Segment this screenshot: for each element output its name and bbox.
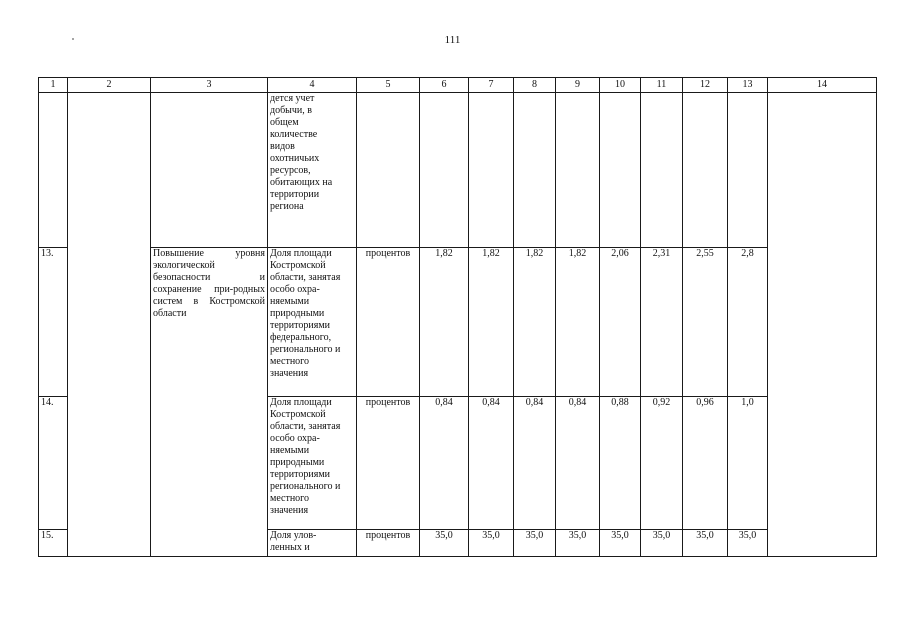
cell-goal: Повышение уровня экологической безопасности и сохранение при-родных систем в Костромской области <box>151 248 268 557</box>
indicators-table <box>38 77 877 557</box>
cell-value: 0,84 <box>556 397 600 530</box>
cell-value <box>683 93 728 248</box>
cell-value: 35,0 <box>469 530 514 557</box>
cell-value: 2,31 <box>641 248 683 397</box>
cell-goal <box>151 93 268 248</box>
cell-col-2 <box>68 93 151 557</box>
header-col-4: 4 <box>268 78 357 93</box>
header-col-2: 2 <box>68 78 151 93</box>
cell-value: 35,0 <box>600 530 641 557</box>
cell-value: 0,92 <box>641 397 683 530</box>
cell-value: 1,82 <box>556 248 600 397</box>
header-col-9: 9 <box>556 78 600 93</box>
cell-value: 35,0 <box>683 530 728 557</box>
cell-value <box>514 93 556 248</box>
cell-value: 2,06 <box>600 248 641 397</box>
header-col-13: 13 <box>728 78 768 93</box>
header-col-14: 14 <box>768 78 877 93</box>
table-row <box>39 248 877 397</box>
header-col-7: 7 <box>469 78 514 93</box>
cell-value: 35,0 <box>556 530 600 557</box>
cell-indicator: Доля улов- ленных и <box>268 530 357 557</box>
header-col-8: 8 <box>514 78 556 93</box>
cell-indicator: Доля площади Костромской области, занятая особо охра- няемыми природными территориями федерального, регионального и местного значения <box>268 248 357 397</box>
cell-number <box>39 93 68 248</box>
cell-value: 2,55 <box>683 248 728 397</box>
cell-value: 35,0 <box>420 530 469 557</box>
cell-number: 14. <box>39 397 68 530</box>
header-col-3: 3 <box>151 78 268 93</box>
header-col-6: 6 <box>420 78 469 93</box>
cell-value: 2,8 <box>728 248 768 397</box>
cell-value: 0,84 <box>514 397 556 530</box>
cell-value: 0,84 <box>469 397 514 530</box>
cell-value <box>469 93 514 248</box>
header-row <box>39 78 877 93</box>
cell-value: 1,0 <box>728 397 768 530</box>
cell-value: 1,82 <box>420 248 469 397</box>
page-number: 111 <box>444 34 461 46</box>
cell-value <box>420 93 469 248</box>
cell-indicator: Доля площади Костромской области, занятая особо охра- няемыми природными территориями регионального и местного значения <box>268 397 357 530</box>
cell-value <box>728 93 768 248</box>
cell-indicator: дется учет добычи, в общем количестве видов охотничьих ресурсов, обитающих на территории региона <box>268 93 357 248</box>
cell-value: 0,96 <box>683 397 728 530</box>
cell-number: 15. <box>39 530 68 557</box>
cell-value <box>556 93 600 248</box>
cell-value: 0,84 <box>420 397 469 530</box>
cell-value <box>600 93 641 248</box>
header-col-10: 10 <box>600 78 641 93</box>
header-col-11: 11 <box>641 78 683 93</box>
cell-value: 35,0 <box>641 530 683 557</box>
cell-unit: процентов <box>357 530 420 557</box>
cell-unit: процентов <box>357 397 420 530</box>
cell-value: 0,88 <box>600 397 641 530</box>
scan-speck <box>72 38 74 40</box>
cell-value: 1,82 <box>469 248 514 397</box>
cell-value: 35,0 <box>728 530 768 557</box>
cell-value: 35,0 <box>514 530 556 557</box>
cell-number: 13. <box>39 248 68 397</box>
cell-value <box>641 93 683 248</box>
cell-col-14 <box>768 93 877 557</box>
cell-unit: процентов <box>357 248 420 397</box>
table-row-continuation <box>39 93 877 248</box>
header-col-12: 12 <box>683 78 728 93</box>
header-col-1: 1 <box>39 78 68 93</box>
cell-unit <box>357 93 420 248</box>
cell-value: 1,82 <box>514 248 556 397</box>
header-col-5: 5 <box>357 78 420 93</box>
